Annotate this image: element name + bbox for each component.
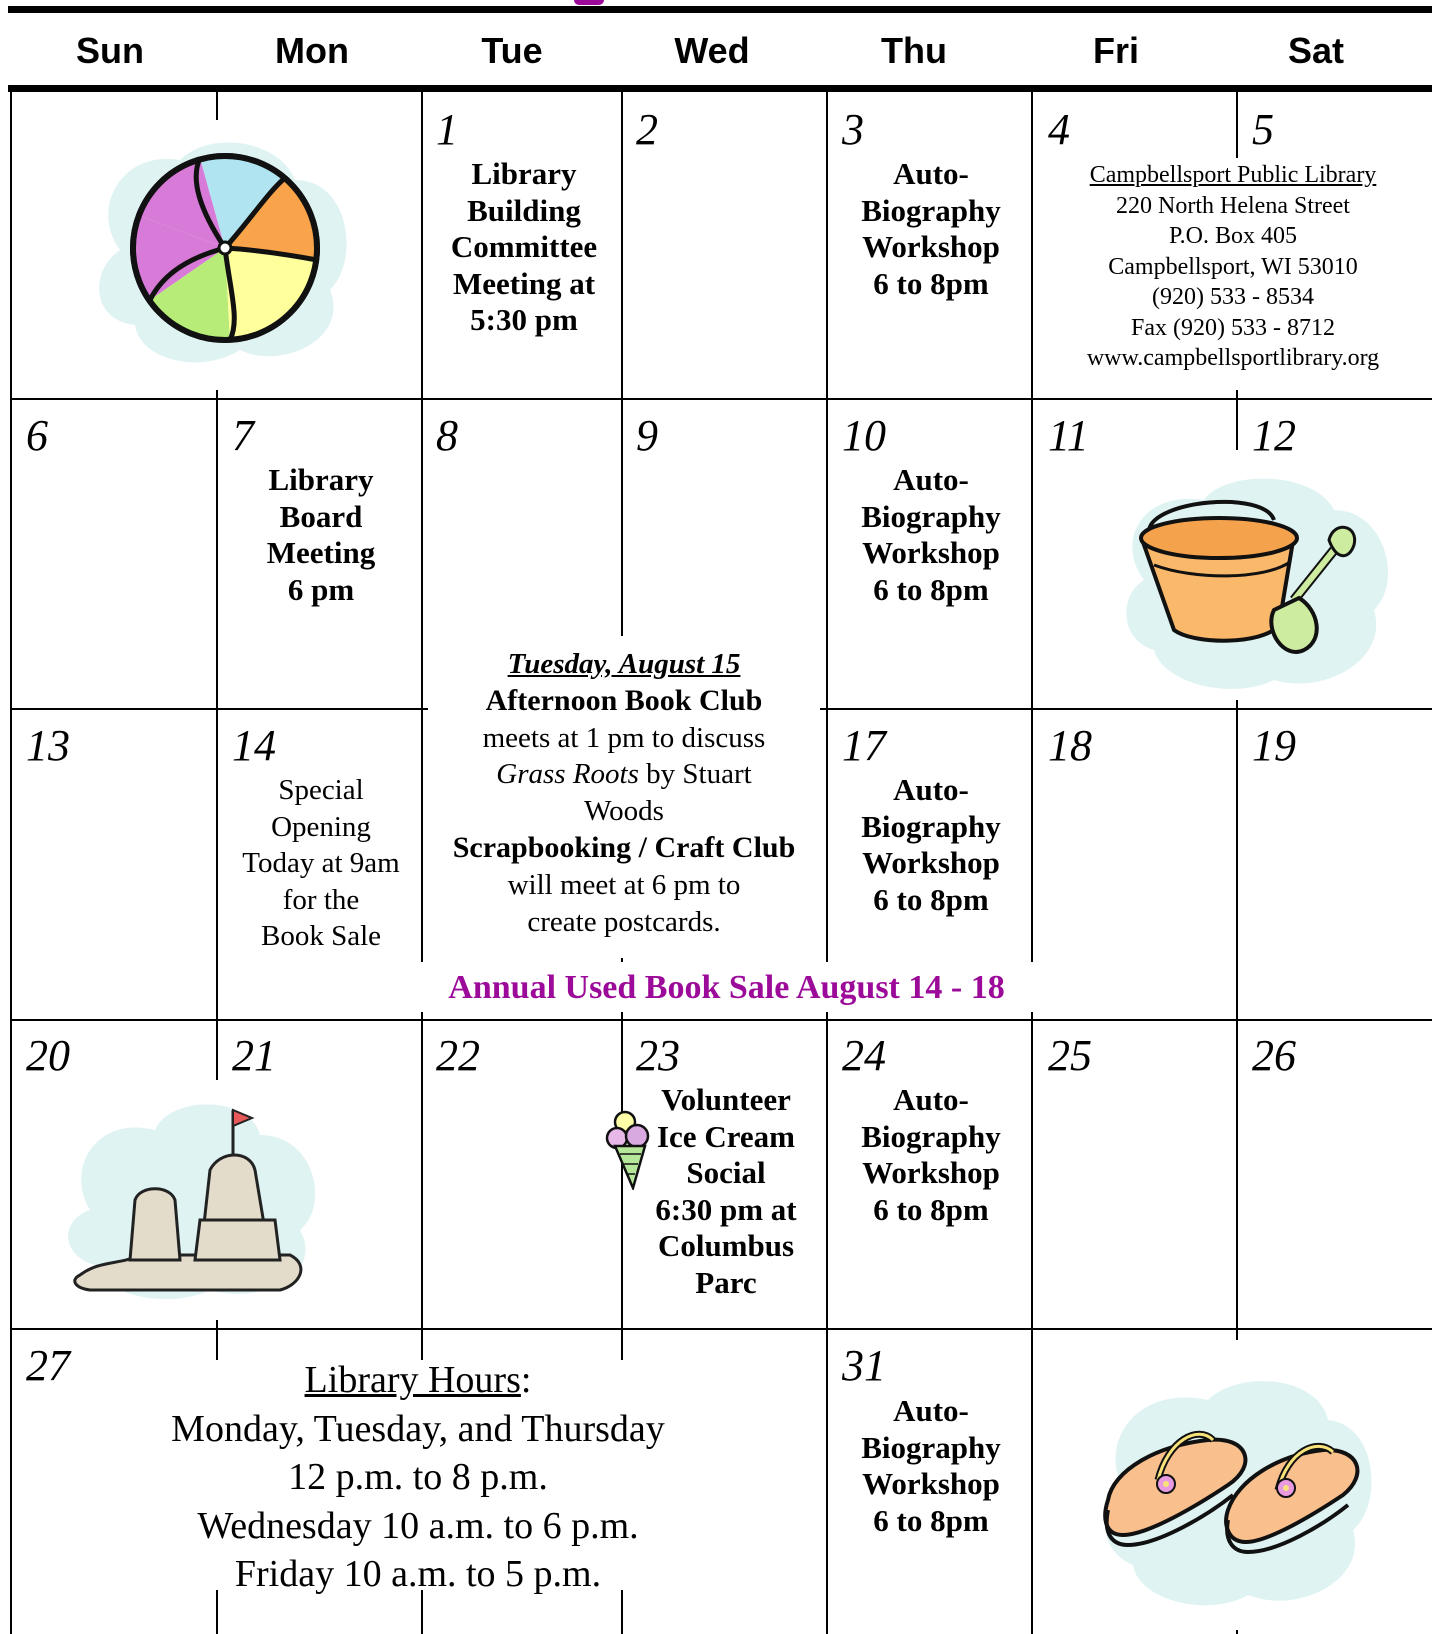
book-club-line1: meets at 1 pm to discuss: [482, 721, 766, 754]
day-23: 23: [636, 1031, 680, 1080]
sandcastle-icon: [60, 1090, 330, 1310]
book-club-book-line: [428, 756, 820, 793]
header-tue: Tue: [481, 30, 543, 71]
hours-line-1: Monday, Tuesday, and Thursday: [171, 1407, 665, 1450]
book-club-date: Tuesday, August 15: [507, 648, 741, 680]
day-2: 2: [636, 105, 658, 154]
day-14: 14: [232, 721, 276, 770]
day-20: 20: [26, 1031, 70, 1080]
event-workshop-31: Auto- Biography Workshop 6 to 8pm: [861, 1393, 1001, 1538]
day-24: 24: [842, 1031, 886, 1080]
day-18: 18: [1048, 721, 1092, 770]
header-wed: Wed: [674, 30, 750, 71]
top-rule: [8, 6, 1432, 13]
library-name: Campbellsport Public Library: [1089, 162, 1377, 188]
event-workshop-3: Auto- Biography Workshop 6 to 8pm: [861, 156, 1001, 301]
book-by: by Stuart: [638, 758, 752, 791]
library-street: 220 North Helena Street: [1116, 192, 1350, 219]
day-22: 22: [436, 1031, 480, 1080]
day-17: 17: [842, 721, 886, 770]
library-po-box: P.O. Box 405: [1168, 223, 1298, 249]
day-8: 8: [436, 411, 458, 460]
ice-cream-icon: [605, 1110, 660, 1190]
hours-line-2: 12 p.m. to 8 p.m.: [288, 1456, 548, 1498]
day-7: 7: [232, 411, 254, 460]
event-workshop-24: Auto- Biography Workshop 6 to 8pm: [861, 1082, 1001, 1227]
book-club-block: [428, 646, 820, 940]
event-ice-cream-social: Volunteer Ice Cream Social 6:30 pm at Columbus Parc: [655, 1082, 797, 1300]
library-city: Campbellsport, WI 53010: [1108, 253, 1358, 280]
day-21: 21: [232, 1031, 276, 1080]
day-31: 31: [842, 1341, 886, 1390]
day-19: 19: [1252, 721, 1296, 770]
day-3: 3: [842, 105, 864, 154]
col-line-0: [10, 92, 12, 1634]
day-9: 9: [636, 411, 658, 460]
header-fri: Fri: [1092, 30, 1139, 71]
title-remnant: [574, 0, 604, 5]
library-address: [1031, 160, 1432, 374]
header-thu: Thu: [881, 30, 947, 71]
day-6: 6: [26, 411, 48, 460]
event-special-opening: Special Opening Today at 9am for the Book Sale: [242, 774, 400, 952]
library-website[interactable]: www.campbellsportlibrary.org: [1086, 345, 1380, 371]
craft-club-title: Scrapbooking / Craft Club: [452, 830, 796, 864]
row-line-3: [10, 1019, 1432, 1021]
beach-ball-icon: [80, 130, 360, 370]
event-board-meeting: Library Board Meeting 6 pm: [266, 462, 376, 607]
book-title: Grass Roots: [496, 758, 639, 791]
day-26: 26: [1252, 1031, 1296, 1080]
day-11: 11: [1048, 411, 1089, 460]
day-4: 4: [1048, 105, 1070, 154]
hours-line-3: Wednesday 10 a.m. to 6 p.m.: [197, 1504, 639, 1547]
event-workshop-10: Auto- Biography Workshop 6 to 8pm: [861, 462, 1001, 607]
hours-label: Library Hours: [304, 1359, 521, 1401]
day-25: 25: [1048, 1031, 1092, 1080]
day-1: 1: [436, 105, 458, 154]
book-club-title: Afternoon Book Club: [485, 683, 763, 717]
book-author: Woods: [584, 795, 664, 828]
row-line-4: [10, 1328, 1432, 1330]
hours-line-4: Friday 10 a.m. to 5 p.m.: [234, 1553, 602, 1595]
day-10: 10: [842, 411, 886, 460]
header-sat: Sat: [1287, 30, 1345, 71]
library-phone: (920) 533 - 8534: [1152, 284, 1314, 310]
sand-pail-icon: [1114, 470, 1404, 700]
book-sale-banner: Annual Used Book Sale August 14 - 18: [448, 969, 1005, 1006]
library-hours: Library Hours: Monday, Tuesday, and Thursday 12 p.m. to 8 p.m. Wednesday 10 a.m. to 6 p.m. Friday 10 a.m. to 5 p.m.: [18, 1356, 818, 1599]
header-sun: Sun: [76, 30, 144, 71]
event-workshop-17: Auto- Biography Workshop 6 to 8pm: [861, 772, 1001, 917]
day-13: 13: [26, 721, 70, 770]
row-line-1: [10, 398, 1432, 400]
header-mon: Mon: [275, 30, 349, 71]
event-building-committee: Library Building Committee Meeting at 5:30 pm: [450, 156, 598, 337]
day-5: 5: [1252, 105, 1274, 154]
header-rule: [8, 85, 1432, 92]
craft-line1: will meet at 6 pm to: [507, 868, 741, 901]
flip-flops-icon: [1098, 1370, 1378, 1620]
craft-line2: create postcards.: [527, 905, 721, 938]
day-27: 27: [26, 1341, 70, 1390]
day-12: 12: [1252, 411, 1296, 460]
library-fax: Fax (920) 533 - 8712: [1131, 314, 1335, 341]
